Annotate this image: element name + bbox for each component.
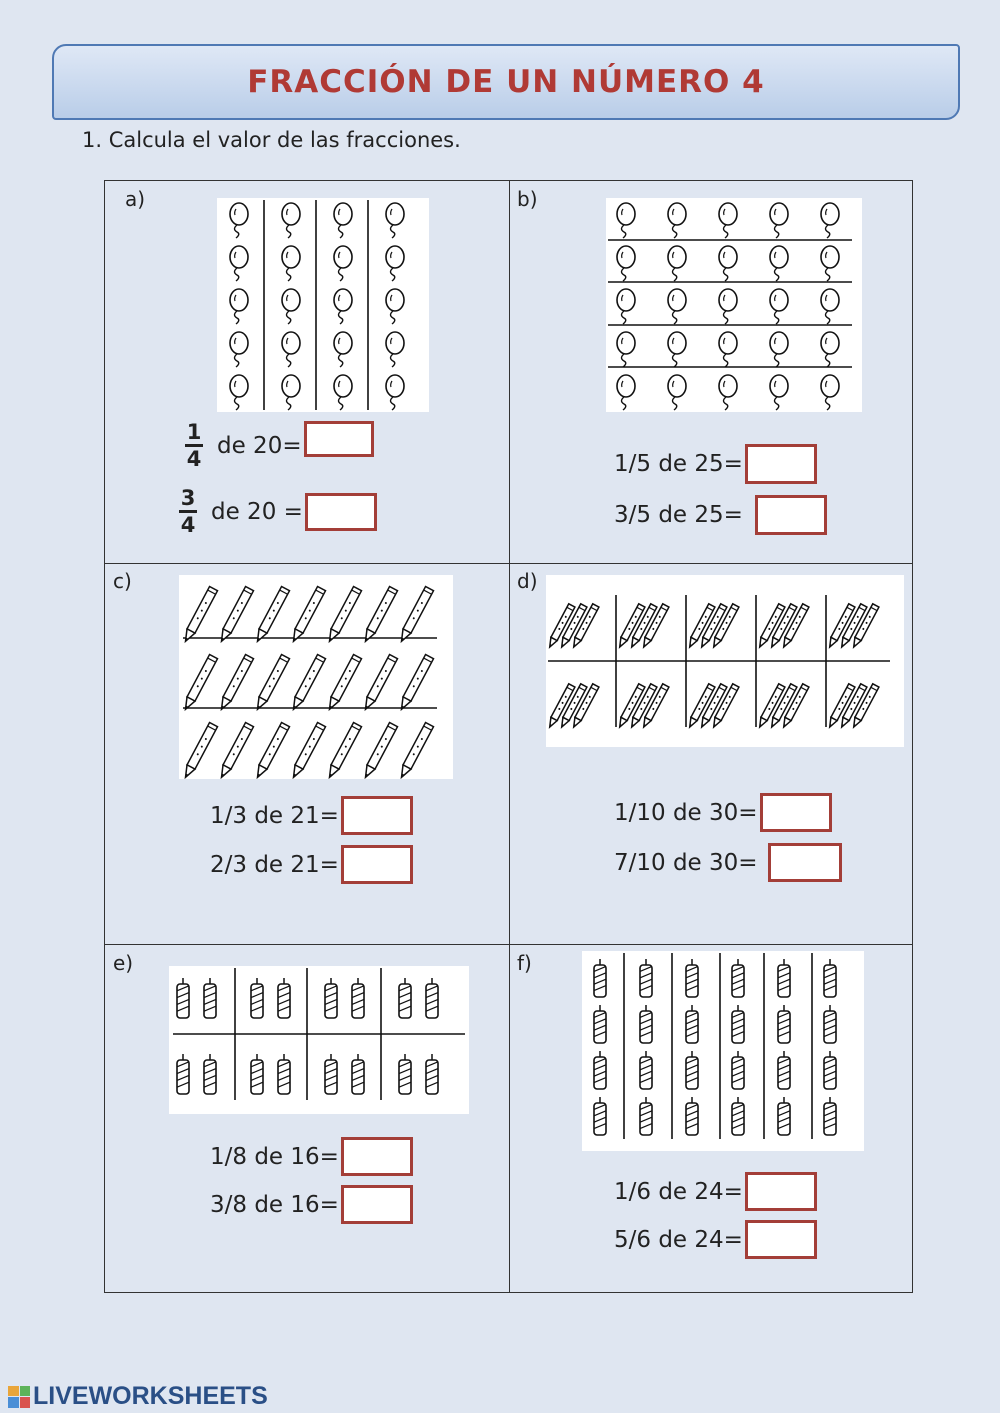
equation-text: 1/10 de 30= — [614, 799, 758, 826]
equation-a-2 — [179, 487, 377, 536]
candle-icon — [778, 959, 790, 997]
balloon-icon — [230, 203, 248, 238]
footer-brand — [8, 1382, 268, 1411]
balloon-icon — [770, 246, 788, 281]
balloon-icon — [617, 332, 635, 367]
equation-text: de 20= — [217, 432, 302, 459]
cell-f-label: f) — [517, 951, 532, 975]
numerator: 1 — [186, 420, 202, 444]
exercise-grid — [104, 180, 913, 1293]
equation-text: 5/6 de 24= — [614, 1226, 743, 1253]
candle-icon — [399, 978, 411, 1018]
cell-e-label: e) — [113, 951, 134, 975]
candle-icon — [325, 1054, 337, 1094]
candle-icon — [824, 959, 836, 997]
answer-box-a-1[interactable] — [304, 421, 374, 457]
candle-icon — [778, 1005, 790, 1043]
cell-c-label: c) — [113, 569, 132, 593]
denominator: 4 — [186, 447, 202, 471]
candle-icon — [686, 1051, 698, 1089]
balloon-icon — [719, 332, 737, 367]
balloon-icon — [770, 203, 788, 238]
candle-icon — [278, 978, 290, 1018]
grid-divider-row1 — [105, 563, 912, 564]
balloon-icon — [617, 289, 635, 324]
candle-icon — [352, 978, 364, 1018]
grid-divider-row2 — [105, 944, 912, 945]
balloon-icon — [719, 203, 737, 238]
candle-icon — [251, 1054, 263, 1094]
balloon-icon — [230, 289, 248, 324]
answer-box-d-1[interactable] — [760, 793, 832, 832]
pencil-icon — [326, 655, 362, 712]
equation-text: 1/5 de 25= — [614, 451, 743, 477]
equation-text: 2/3 de 21= — [210, 851, 339, 878]
liveworksheets-logo-icon — [8, 1386, 30, 1408]
candle-icon — [640, 959, 652, 997]
pencil-icon — [182, 723, 218, 779]
candle-icon — [204, 1054, 216, 1094]
numerator: 3 — [180, 486, 196, 510]
answer-box-e-1[interactable] — [341, 1137, 413, 1176]
answer-box-a-2[interactable] — [305, 493, 377, 531]
balloon-icon — [230, 332, 248, 367]
equation-text: 7/10 de 30= — [614, 849, 758, 876]
balloon-icon — [282, 289, 300, 324]
instruction-text: 1. Calcula el valor de las fracciones. — [82, 128, 461, 152]
candle-icon — [594, 959, 606, 997]
pencil-icon — [398, 587, 434, 644]
candle-icon — [352, 1054, 364, 1094]
answer-box-f-2[interactable] — [745, 1220, 817, 1259]
fraction-a-2 — [179, 487, 197, 536]
candle-icon — [640, 1005, 652, 1043]
equation-e-1 — [210, 1137, 413, 1176]
equation-d-2 — [614, 843, 842, 882]
balloon-icon — [334, 375, 352, 410]
candle-icon — [177, 1054, 189, 1094]
pencils-image-c — [179, 575, 453, 779]
grid-divider-vertical — [509, 181, 510, 1292]
equation-f-2 — [614, 1220, 817, 1259]
equation-d-1 — [614, 793, 832, 832]
cell-b-label: b) — [517, 187, 538, 211]
pencil-icon — [290, 587, 326, 644]
candle-icon — [824, 1097, 836, 1135]
candle-icon — [824, 1005, 836, 1043]
balloon-icon — [230, 246, 248, 281]
answer-box-b-2[interactable] — [755, 495, 827, 535]
balloon-icon — [719, 246, 737, 281]
balloon-icon — [770, 332, 788, 367]
equation-text: 3/8 de 16= — [210, 1191, 339, 1218]
answer-box-b-1[interactable] — [745, 444, 817, 484]
candle-icon — [177, 978, 189, 1018]
answer-box-f-1[interactable] — [745, 1172, 817, 1211]
pencil-icon — [290, 655, 326, 712]
balloon-icon — [282, 203, 300, 238]
balloon-icon — [386, 246, 404, 281]
balloon-icon — [617, 375, 635, 410]
brand-name: LIVEWORKSHEETS — [33, 1382, 268, 1410]
candle-icon — [732, 1097, 744, 1135]
balloons-image-b — [606, 198, 862, 412]
equation-text: 1/8 de 16= — [210, 1143, 339, 1170]
candle-icon — [686, 1097, 698, 1135]
equation-c-1 — [210, 796, 413, 835]
balloon-icon — [770, 375, 788, 410]
balloon-icon — [719, 375, 737, 410]
balloon-icon — [668, 246, 686, 281]
balloon-icon — [334, 289, 352, 324]
balloon-icon — [668, 332, 686, 367]
pencil-icon — [290, 723, 326, 779]
pencil-icon — [182, 587, 218, 644]
candle-icon — [686, 1005, 698, 1043]
balloon-icon — [386, 203, 404, 238]
title-banner — [52, 44, 960, 120]
candle-icon — [204, 978, 216, 1018]
pencil-icon — [362, 723, 398, 779]
equation-text: 1/3 de 21= — [210, 802, 339, 829]
balloon-icon — [334, 332, 352, 367]
balloon-icon — [821, 203, 839, 238]
candle-icon — [251, 978, 263, 1018]
candle-icon — [399, 1054, 411, 1094]
candles-image-e — [169, 966, 469, 1114]
balloon-icon — [668, 203, 686, 238]
balloon-icon — [668, 375, 686, 410]
equation-text: 1/6 de 24= — [614, 1178, 743, 1205]
balloon-icon — [821, 246, 839, 281]
candle-icon — [824, 1051, 836, 1089]
equation-b-1 — [614, 444, 817, 484]
candle-icon — [594, 1051, 606, 1089]
candle-icon — [325, 978, 337, 1018]
balloon-icon — [282, 332, 300, 367]
denominator: 4 — [180, 513, 196, 537]
balloon-icon — [821, 332, 839, 367]
balloon-icon — [821, 289, 839, 324]
pencil-icon — [326, 587, 362, 644]
balloon-icon — [282, 375, 300, 410]
balloon-icon — [719, 289, 737, 324]
cell-a-label: a) — [125, 187, 146, 211]
page-title: FRACCIÓN DE UN NÚMERO 4 — [247, 64, 765, 100]
balloon-icon — [821, 375, 839, 410]
equation-text: 3/5 de 25= — [614, 502, 743, 528]
equation-f-1 — [614, 1172, 817, 1211]
candle-icon — [640, 1097, 652, 1135]
pencil-icon — [218, 587, 254, 644]
answer-box-c-2[interactable] — [341, 845, 413, 884]
answer-box-c-1[interactable] — [341, 796, 413, 835]
balloons-image-a — [217, 198, 429, 412]
balloon-icon — [386, 375, 404, 410]
answer-box-e-2[interactable] — [341, 1185, 413, 1224]
fraction-a-1 — [185, 421, 203, 470]
candle-icon — [778, 1097, 790, 1135]
pencil-icon — [254, 587, 290, 644]
cell-d-label: d) — [517, 569, 538, 593]
candle-icon — [732, 1051, 744, 1089]
pencil-icon — [362, 655, 398, 712]
balloon-icon — [230, 375, 248, 410]
balloon-icon — [282, 246, 300, 281]
balloon-icon — [770, 289, 788, 324]
pencil-icon — [218, 655, 254, 712]
candle-icon — [278, 1054, 290, 1094]
candle-icon — [426, 1054, 438, 1094]
equation-a-1 — [185, 421, 374, 470]
pencil-icon — [182, 655, 218, 712]
pencil-icon — [326, 723, 362, 779]
pencil-icon — [398, 655, 434, 712]
balloon-icon — [334, 203, 352, 238]
balloon-icon — [617, 246, 635, 281]
candle-icon — [594, 1005, 606, 1043]
pencil-icon — [218, 723, 254, 779]
balloon-icon — [386, 289, 404, 324]
pencil-icon — [254, 655, 290, 712]
answer-box-d-2[interactable] — [768, 843, 842, 882]
pencil-icon — [362, 587, 398, 644]
equation-e-2 — [210, 1185, 413, 1224]
equation-text: de 20 = — [211, 498, 303, 525]
candle-icon — [732, 1005, 744, 1043]
balloon-icon — [668, 289, 686, 324]
equation-c-2 — [210, 845, 413, 884]
candle-icon — [778, 1051, 790, 1089]
candle-icon — [594, 1097, 606, 1135]
pencils-image-d — [546, 575, 904, 747]
candle-icon — [426, 978, 438, 1018]
pencil-icon — [254, 723, 290, 779]
candle-icon — [640, 1051, 652, 1089]
equation-b-2 — [614, 495, 827, 535]
candles-image-f — [582, 951, 864, 1151]
balloon-icon — [617, 203, 635, 238]
pencil-icon — [398, 723, 434, 779]
candle-icon — [686, 959, 698, 997]
balloon-icon — [334, 246, 352, 281]
balloon-icon — [386, 332, 404, 367]
candle-icon — [732, 959, 744, 997]
